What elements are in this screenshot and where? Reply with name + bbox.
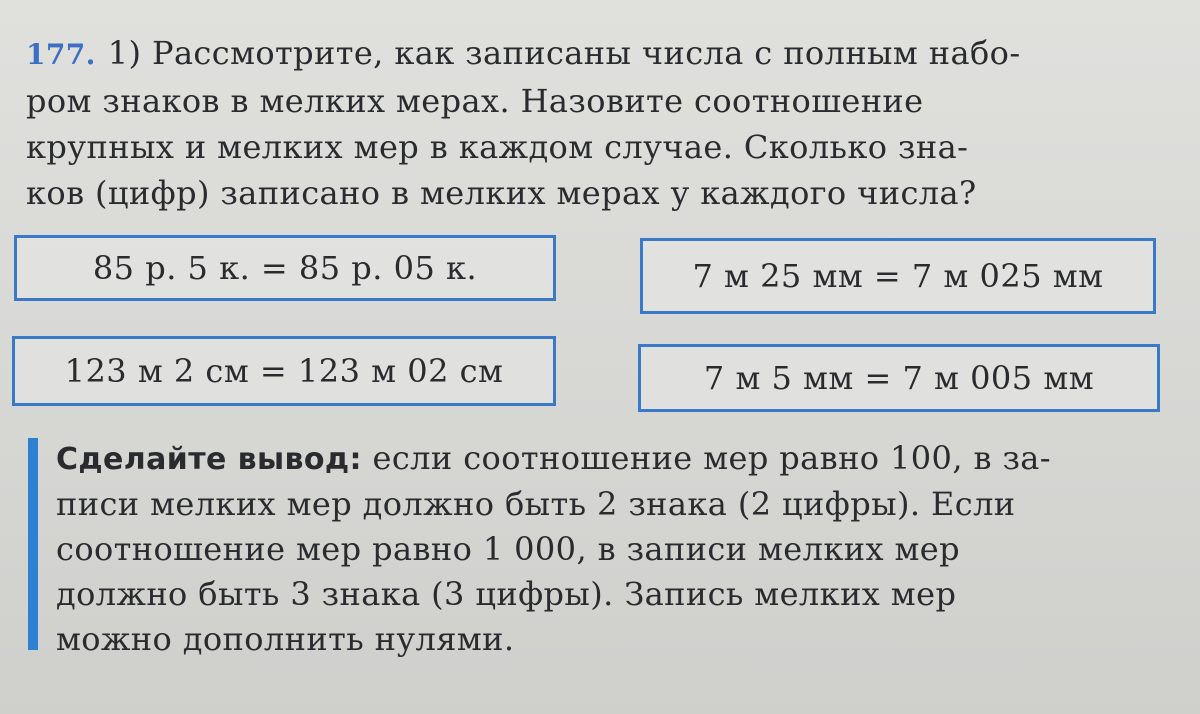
example-box-rubles xyxy=(14,235,556,301)
example-box-meters-cm xyxy=(12,336,556,406)
conclusion-line-1-rest: если соотношение мер равно 100, в за- xyxy=(361,439,1051,477)
task-number: 177. xyxy=(26,38,96,71)
example-text: 7 м 25 мм = 7 м 025 мм xyxy=(692,257,1104,295)
task-line-4: ков (цифр) записано в мелких мерах у каждого числа? xyxy=(26,174,977,212)
conclusion-lead: Сделайте вывод: xyxy=(56,442,362,477)
task-statement xyxy=(26,30,1166,216)
example-text: 85 р. 5 к. = 85 р. 05 к. xyxy=(92,249,478,287)
conclusion-line-2: писи мелких мер должно быть 2 знака (2 цифры). Если xyxy=(56,485,1016,523)
task-line-1 xyxy=(26,30,1166,78)
task-line-text: 1) Рассмотрите, как записаны числа с полным набо- xyxy=(107,34,1021,72)
conclusion-line-1 xyxy=(56,436,1168,482)
task-line-3: крупных и мелких мер в каждом случае. Сколько зна- xyxy=(26,128,969,166)
example-box-meters-5mm xyxy=(638,344,1160,412)
accent-bar xyxy=(28,438,38,650)
task-line-2: ром знаков в мелких мерах. Назовите соотношение xyxy=(26,82,924,120)
example-box-meters-25mm xyxy=(640,238,1156,314)
conclusion-text xyxy=(56,436,1168,662)
example-text: 7 м 5 мм = 7 м 005 мм xyxy=(703,359,1095,397)
conclusion-block xyxy=(28,436,1178,658)
example-text: 123 м 2 см = 123 м 02 см xyxy=(64,352,504,390)
conclusion-line-3: соотношение мер равно 1 000, в записи мелких мер xyxy=(56,530,960,568)
conclusion-line-5: можно дополнить нулями. xyxy=(56,620,515,658)
conclusion-line-4: должно быть 3 знака (3 цифры). Запись мелких мер xyxy=(56,575,957,613)
